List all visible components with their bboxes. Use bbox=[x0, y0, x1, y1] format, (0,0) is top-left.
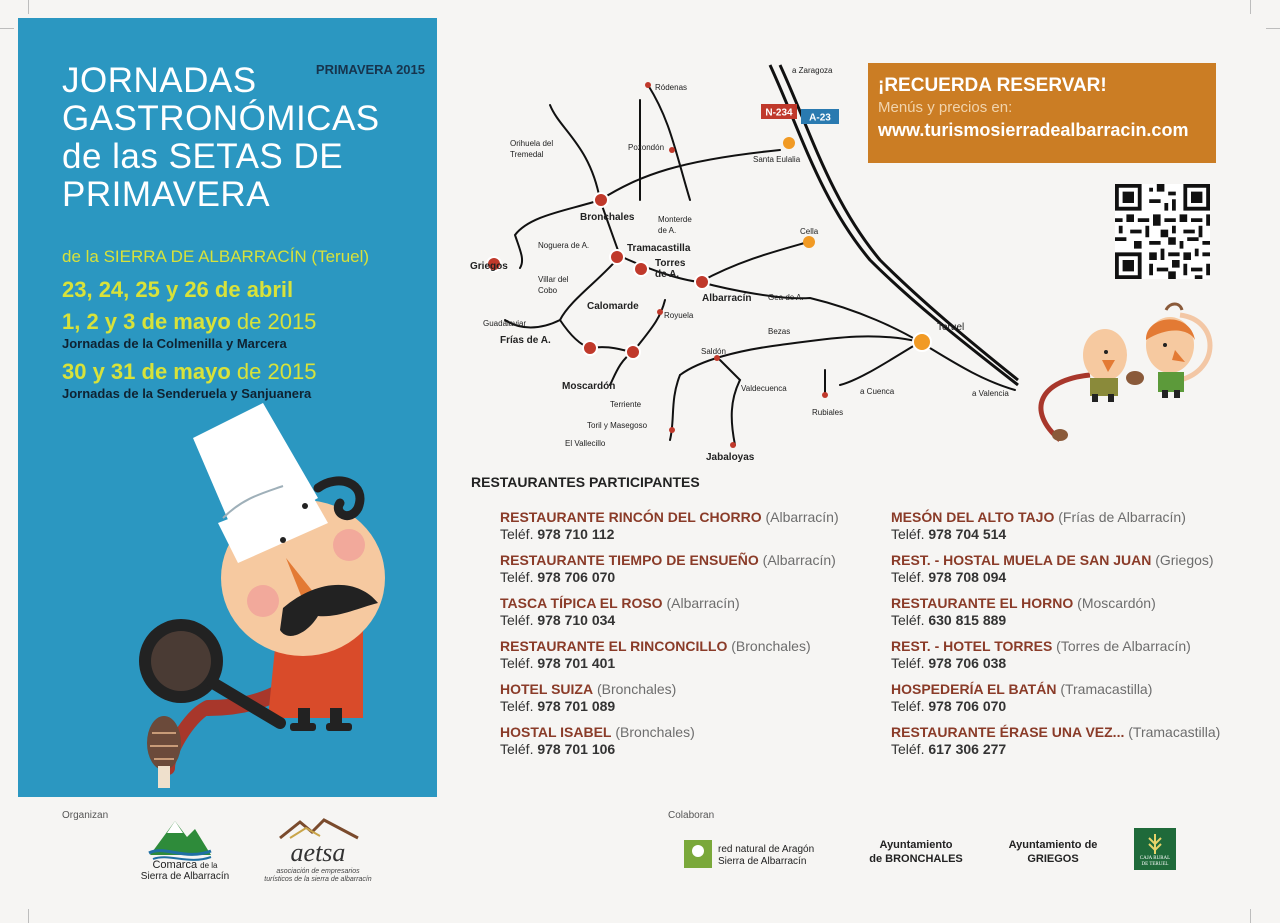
phone-label: Teléf. bbox=[891, 612, 925, 628]
caja-line1: CAJA RURAL bbox=[1139, 856, 1171, 861]
poster bbox=[18, 18, 437, 797]
restaurant-name: RESTAURANTE ÉRASE UNA VEZ... bbox=[891, 724, 1125, 740]
map-label: a Cuenca bbox=[860, 387, 895, 396]
map-label: Moscardón bbox=[562, 381, 616, 392]
map-label: Gea de A. bbox=[768, 293, 804, 302]
date-note: Jornadas de la Colmenilla y Marcera bbox=[62, 336, 287, 351]
map-label: Toril y Masegoso bbox=[587, 421, 648, 430]
restaurant-phone: 978 710 112 bbox=[537, 526, 615, 542]
restaurant-location: (Albarracín) bbox=[765, 509, 839, 525]
map-label: Royuela bbox=[664, 311, 694, 320]
phone-label: Teléf. bbox=[891, 741, 925, 757]
phone-label: Teléf. bbox=[500, 569, 534, 585]
map-label: de A. bbox=[658, 226, 677, 235]
bronchales-council-text bbox=[858, 838, 974, 866]
restaurant-location: (Bronchales) bbox=[615, 724, 695, 740]
restaurant-name: RESTAURANTE RINCÓN DEL CHORRO bbox=[500, 509, 762, 525]
map-marker bbox=[594, 193, 608, 207]
crop-mark bbox=[28, 909, 29, 923]
phone-label: Teléf. bbox=[891, 569, 925, 585]
restaurants-heading: RESTAURANTES PARTICIPANTES bbox=[471, 474, 700, 490]
title-line: PRIMAVERA bbox=[62, 175, 271, 214]
map-label: Bezas bbox=[768, 327, 791, 336]
map-label: Torres bbox=[655, 258, 686, 269]
restaurant-name: RESTAURANTE EL RINCONCILLO bbox=[500, 638, 728, 654]
restaurant-location: (Frías de Albarracín) bbox=[1058, 509, 1186, 525]
map-marker bbox=[730, 442, 736, 448]
restaurant-entry bbox=[500, 724, 870, 757]
bronchales-line2: de BRONCHALES bbox=[869, 853, 963, 865]
restaurant-name: RESTAURANTE TIEMPO DE ENSUEÑO bbox=[500, 552, 759, 568]
date-year: de 2015 bbox=[236, 359, 317, 384]
restaurant-name: TASCA TÍPICA EL ROSO bbox=[500, 595, 663, 611]
restaurant-entry bbox=[891, 681, 1261, 714]
restaurant-entry bbox=[500, 681, 870, 714]
restaurant-phone: 630 815 889 bbox=[928, 612, 1007, 628]
road-label: N-234 bbox=[765, 107, 793, 119]
restaurant-location: (Griegos) bbox=[1155, 552, 1214, 568]
griegos-line2: GRIEGOS bbox=[1027, 853, 1079, 865]
restaurant-entry bbox=[891, 595, 1261, 628]
map-label: Santa Eulalia bbox=[753, 155, 801, 164]
map-label: Tremedal bbox=[510, 150, 544, 159]
title-line: JORNADAS bbox=[62, 61, 257, 100]
restaurant-entry bbox=[891, 724, 1261, 757]
restaurant-entry bbox=[500, 552, 870, 585]
map-label: Noguera de A. bbox=[538, 241, 590, 250]
rna-line1: red natural de Aragón bbox=[718, 844, 815, 855]
map-marker bbox=[634, 262, 648, 276]
aetsa-sub2: turísticos de la sierra de albarracín bbox=[264, 876, 372, 883]
reminder-title: ¡RECUERDA RESERVAR! bbox=[878, 75, 1107, 96]
date-text: 30 y 31 de mayo bbox=[62, 359, 231, 384]
map-marker bbox=[695, 275, 709, 289]
crop-mark bbox=[1266, 28, 1280, 29]
restaurant-phone: 978 706 070 bbox=[537, 569, 616, 585]
restaurant-location: (Bronchales) bbox=[731, 638, 811, 654]
restaurant-name: RESTAURANTE EL HORNO bbox=[891, 595, 1074, 611]
map-label: a Valencia bbox=[972, 389, 1009, 398]
crop-mark bbox=[1250, 0, 1251, 14]
map-label: de A. bbox=[655, 269, 680, 280]
restaurant-phone: 978 710 034 bbox=[537, 612, 616, 628]
map-label: Orihuela del bbox=[510, 139, 554, 148]
map-label: Cobo bbox=[538, 286, 558, 295]
comarca-logo-text bbox=[135, 860, 235, 882]
map-label: Albarracín bbox=[702, 293, 752, 304]
caja-line2: DE TERUEL bbox=[1141, 862, 1169, 867]
organizers-label: Organizan bbox=[62, 810, 109, 821]
road-label: A-23 bbox=[809, 112, 831, 124]
qr-code[interactable] bbox=[1115, 184, 1210, 279]
restaurant-phone: 978 706 038 bbox=[928, 655, 1007, 671]
map-marker bbox=[669, 147, 675, 153]
map-label: Valdecuenca bbox=[741, 384, 787, 393]
map-label: Calomarde bbox=[587, 301, 639, 312]
map-label: Villar del bbox=[538, 275, 569, 284]
caja-rural-logo-icon bbox=[1134, 828, 1176, 870]
date-text: 1, 2 y 3 de mayo bbox=[62, 309, 231, 334]
aetsa-sub1: asociación de empresarios bbox=[276, 868, 360, 875]
phone-label: Teléf. bbox=[500, 526, 534, 542]
map-label: Jabaloyas bbox=[706, 452, 755, 463]
map-marker bbox=[783, 137, 795, 149]
phone-label: Teléf. bbox=[500, 741, 534, 757]
restaurant-location: (Tramacastilla) bbox=[1128, 724, 1221, 740]
aetsa-subtitle bbox=[250, 868, 386, 884]
restaurant-entry bbox=[500, 595, 870, 628]
comarca-logo-icon bbox=[145, 815, 215, 863]
restaurant-location: (Torres de Albarracín) bbox=[1056, 638, 1191, 654]
aetsa-logo-icon bbox=[278, 818, 360, 840]
date-text: 23, 24, 25 y 26 de abril bbox=[62, 277, 294, 302]
phone-label: Teléf. bbox=[891, 526, 925, 542]
restaurant-entry bbox=[500, 638, 870, 671]
restaurant-phone: 978 708 094 bbox=[928, 569, 1007, 585]
restaurant-location: (Tramacastilla) bbox=[1060, 681, 1153, 697]
restaurant-entry bbox=[891, 552, 1261, 585]
restaurant-phone: 978 701 089 bbox=[537, 698, 616, 714]
map-marker bbox=[583, 341, 597, 355]
comarca-name-2: Sierra de Albarracín bbox=[140, 871, 230, 882]
map-label: Bronchales bbox=[580, 212, 635, 223]
map-label: Pozondón bbox=[628, 143, 665, 152]
restaurant-phone: 978 701 401 bbox=[537, 655, 616, 671]
map-marker bbox=[626, 345, 640, 359]
map-label: Monterde bbox=[658, 215, 692, 224]
restaurant-location: (Bronchales) bbox=[596, 681, 677, 697]
aetsa-logo-text: aetsa bbox=[290, 838, 346, 867]
crop-mark bbox=[0, 28, 14, 29]
griegos-council-text bbox=[996, 838, 1110, 866]
mushroom-characters-illustration bbox=[1020, 300, 1230, 450]
map-marker bbox=[610, 250, 624, 264]
griegos-line1: Ayuntamiento de bbox=[1008, 839, 1098, 851]
map-marker bbox=[913, 333, 931, 351]
map-marker bbox=[822, 392, 828, 398]
caja-rural-text bbox=[1134, 856, 1176, 868]
restaurant-name: MESÓN DEL ALTO TAJO bbox=[891, 509, 1055, 525]
red-natural-text bbox=[718, 844, 814, 868]
map-marker bbox=[645, 82, 651, 88]
map-marker bbox=[669, 427, 675, 433]
date-note: Jornadas de la Senderuela y Sanjuanera bbox=[62, 386, 312, 401]
map-label: Frías de A. bbox=[500, 335, 551, 346]
map-label: Rubiales bbox=[812, 408, 844, 417]
poster-subtitle: de la SIERRA DE ALBARRACÍN (Teruel) bbox=[62, 247, 370, 266]
restaurant-name: REST. - HOSTAL MUELA DE SAN JUAN bbox=[891, 552, 1152, 568]
map-label: a Zaragoza bbox=[792, 66, 833, 75]
date-year: de 2015 bbox=[236, 309, 317, 334]
phone-label: Teléf. bbox=[891, 655, 925, 671]
phone-label: Teléf. bbox=[500, 612, 534, 628]
restaurant-name: HOSPEDERÍA EL BATÁN bbox=[891, 681, 1057, 697]
restaurant-name: HOSTAL ISABEL bbox=[500, 724, 612, 740]
restaurant-phone: 617 306 277 bbox=[928, 741, 1007, 757]
map-label: Terriente bbox=[610, 400, 642, 409]
map-label: Teruel bbox=[937, 322, 965, 333]
phone-label: Teléf. bbox=[891, 698, 925, 714]
map-label: Tramacastilla bbox=[627, 243, 691, 254]
restaurant-location: (Albarracín) bbox=[666, 595, 740, 611]
reminder-subtitle: Menús y precios en: bbox=[878, 99, 1013, 116]
restaurant-location: (Moscardón) bbox=[1077, 595, 1156, 611]
comarca-name: Comarca bbox=[152, 859, 198, 871]
crop-mark bbox=[1250, 909, 1251, 923]
restaurant-name: REST. - HOTEL TORRES bbox=[891, 638, 1053, 654]
restaurant-phone: 978 701 106 bbox=[537, 741, 616, 757]
phone-label: Teléf. bbox=[500, 698, 534, 714]
comarca-de-la: de la bbox=[200, 861, 218, 870]
map-label: Griegos bbox=[470, 261, 508, 272]
restaurant-entry bbox=[891, 638, 1261, 671]
restaurant-name: HOTEL SUIZA bbox=[500, 681, 594, 697]
bronchales-line1: Ayuntamiento bbox=[879, 839, 953, 851]
title-line: de las SETAS DE bbox=[62, 137, 344, 176]
reservation-reminder bbox=[868, 63, 1216, 163]
season-label: PRIMAVERA 2015 bbox=[315, 62, 425, 77]
map-label: Ródenas bbox=[655, 83, 688, 92]
map-marker bbox=[803, 236, 815, 248]
logo-dot bbox=[692, 845, 704, 857]
crop-mark bbox=[28, 0, 29, 14]
map-marker bbox=[657, 309, 663, 315]
title-line: GASTRONÓMICAS bbox=[62, 99, 380, 138]
map-label: Guadalaviar bbox=[483, 319, 527, 328]
restaurant-phone: 978 704 514 bbox=[928, 526, 1007, 542]
map-label: Saldón bbox=[701, 347, 726, 356]
restaurant-location: (Albarracín) bbox=[762, 552, 836, 568]
map-label: El Vallecillo bbox=[565, 439, 606, 448]
restaurant-entry bbox=[891, 509, 1261, 542]
restaurant-entry bbox=[500, 509, 870, 542]
chef-illustration bbox=[18, 18, 437, 797]
map-label: Cella bbox=[800, 227, 819, 236]
phone-label: Teléf. bbox=[500, 655, 534, 671]
collaborators-label: Colaboran bbox=[668, 810, 715, 821]
restaurant-phone: 978 706 070 bbox=[928, 698, 1007, 714]
red-natural-logo-icon bbox=[684, 840, 712, 868]
rna-line2: Sierra de Albarracín bbox=[718, 856, 807, 867]
reminder-url[interactable]: www.turismosierradealbarracin.com bbox=[878, 120, 1189, 140]
